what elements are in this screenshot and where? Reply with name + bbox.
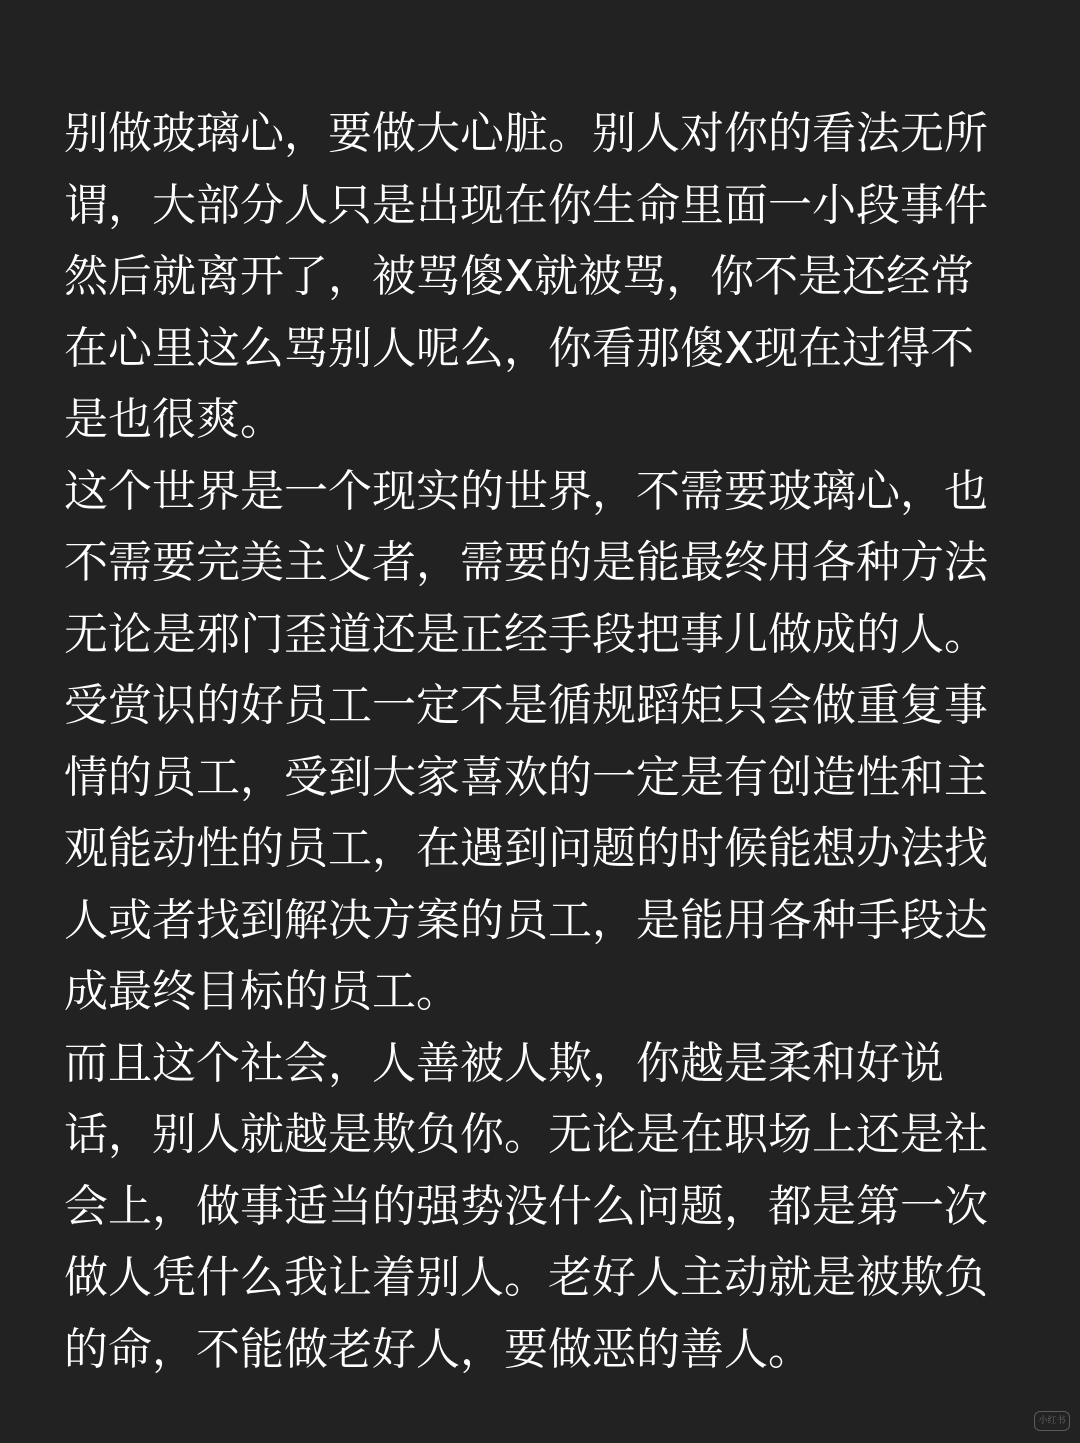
text-line: 人或者找到解决方案的员工，是能用各种手段达 (64, 894, 988, 946)
watermark-logo: 小红书 (1034, 1411, 1070, 1431)
body-text (64, 98, 1016, 1385)
text-line: 别做玻璃心，要做大心脏。别人对你的看法无所 (64, 108, 988, 159)
text-line: 在心里这么骂别人呢么，你看那傻X现在过得不 (64, 322, 975, 374)
text-line: 情的员工，受到大家喜欢的一定是有创造性和主 (64, 751, 988, 803)
text-line: 而且这个社会，人善被人欺，你越是柔和好说 (64, 1037, 944, 1089)
text-line: 无论是邪门歪道还是正经手段把事儿做成的人。 (64, 608, 988, 660)
text-line: 做人凭什么我让着别人。老好人主动就是被欺负 (64, 1252, 988, 1303)
text-line: 话，别人就越是欺负你。无论是在职场上还是社 (64, 1109, 988, 1160)
text-line: 是也很爽。 (64, 394, 284, 445)
text-line: 会上，做事适当的强势没什么问题，都是第一次 (64, 1180, 988, 1232)
text-line: 的命，不能做老好人，要做恶的善人。 (64, 1323, 812, 1375)
text-line: 不需要完美主义者，需要的是能最终用各种方法 (64, 537, 988, 588)
text-line: 这个世界是一个现实的世界，不需要玻璃心，也 (64, 465, 988, 517)
text-line: 成最终目标的员工。 (64, 966, 460, 1017)
text-line: 谓，大部分人只是出现在你生命里面一小段事件 (64, 179, 988, 231)
text-line: 观能动性的员工，在遇到问题的时候能想办法找 (64, 823, 988, 874)
text-line: 然后就离开了，被骂傻X就被骂，你不是还经常 (64, 251, 975, 302)
text-line: 受赏识的好员工一定不是循规蹈矩只会做重复事 (64, 680, 988, 731)
